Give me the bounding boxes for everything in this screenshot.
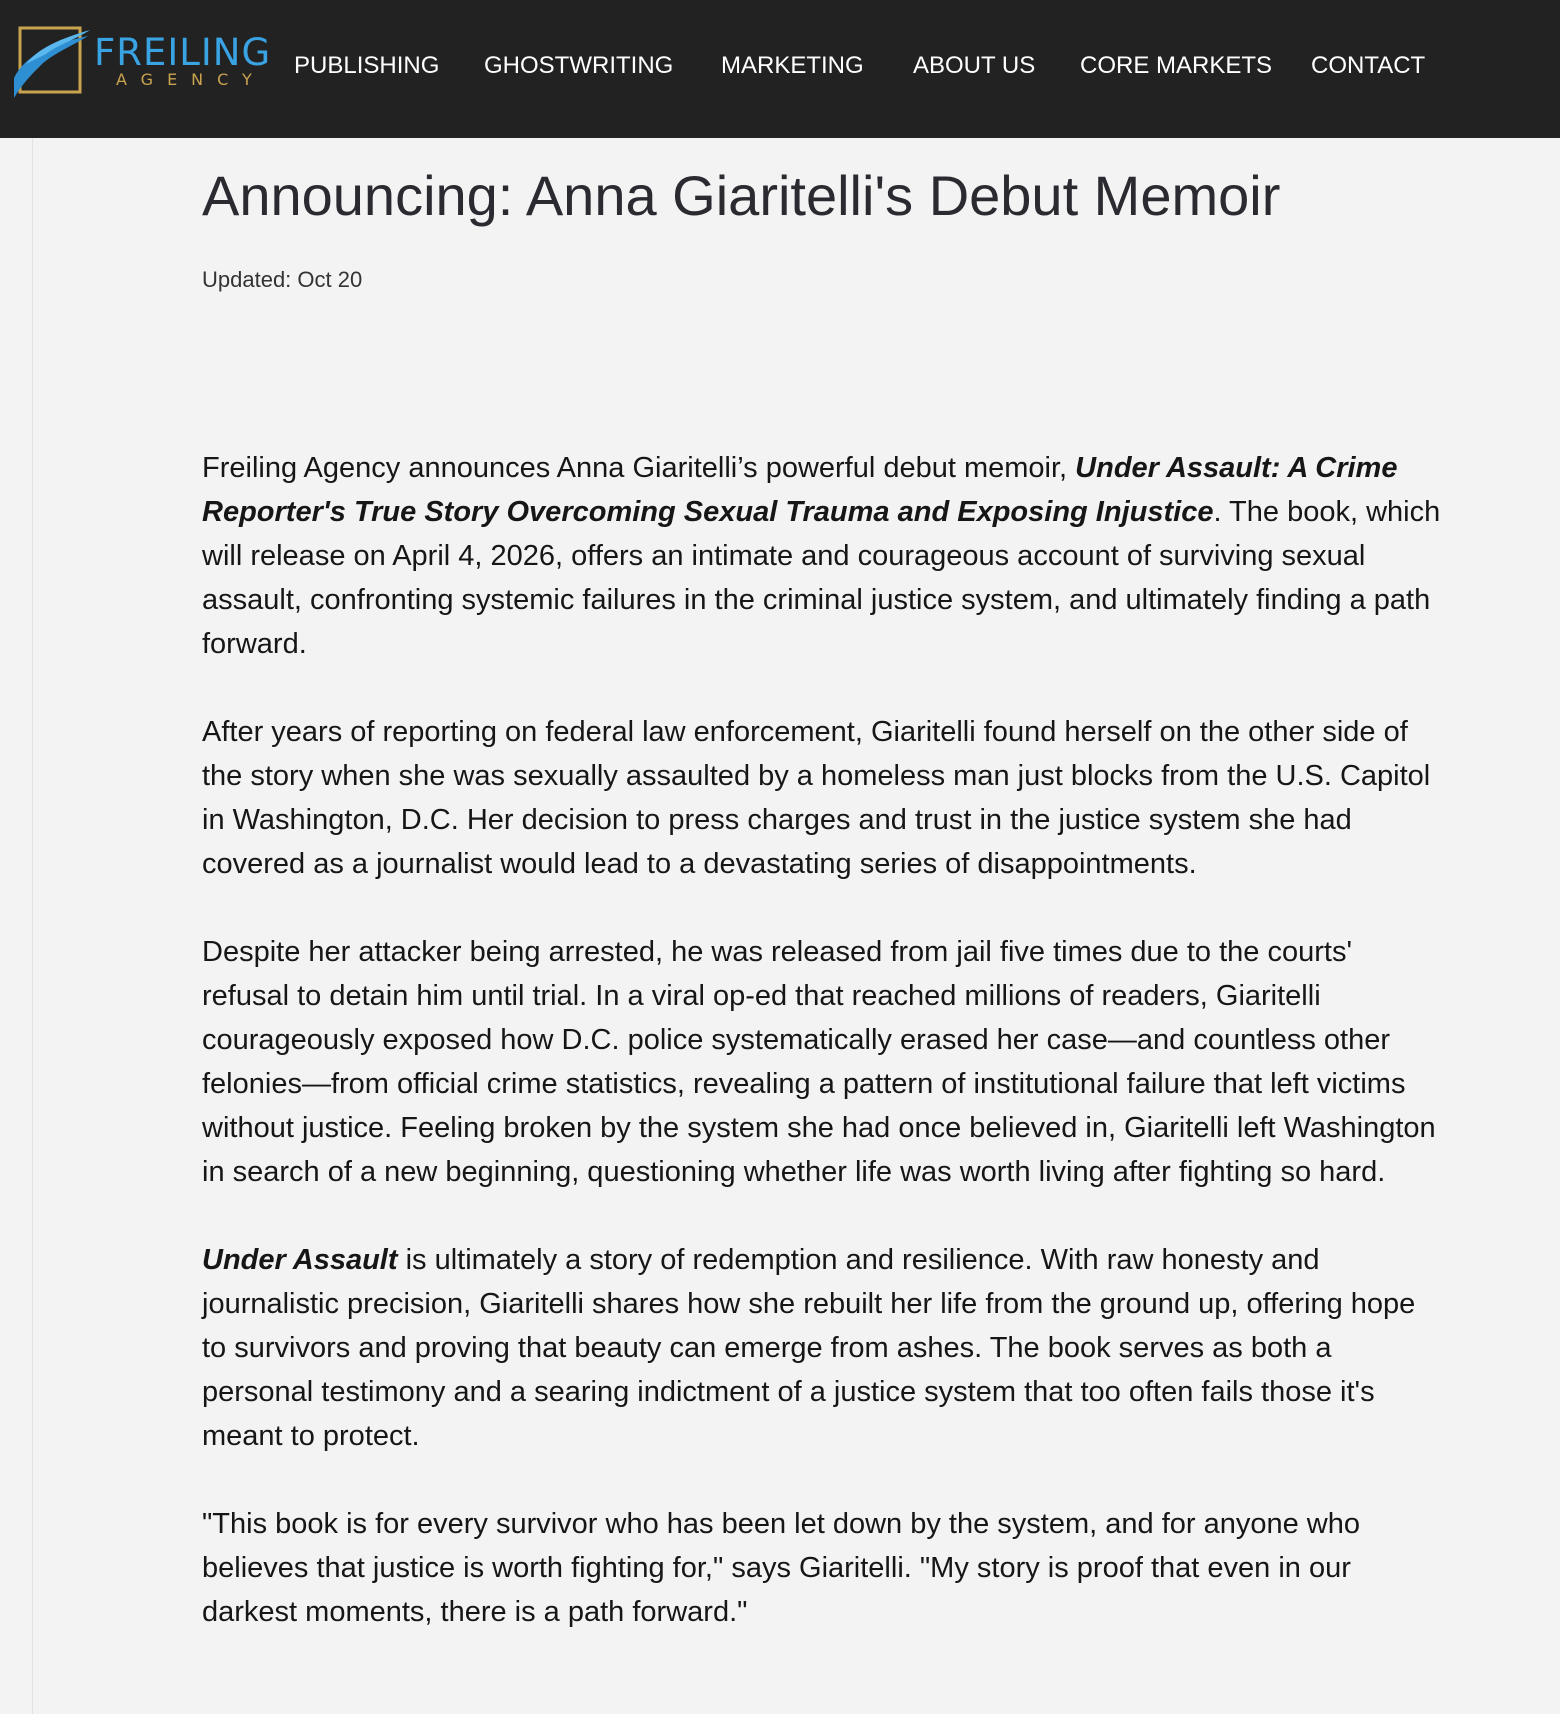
logo-mark-icon [12,24,92,104]
nav-item-core-markets[interactable]: CORE MARKETS [1080,52,1273,79]
logo-subtitle: AGENCY [116,70,266,89]
paragraph-redemption [202,1238,1442,1458]
freiling-agency-logo[interactable] [12,24,292,104]
nav-item-about-us[interactable]: ABOUT US [913,52,1036,79]
paragraph-background: After years of reporting on federal law enforcement, Giaritelli found herself on the other side of the story when she was sexually assaulted by a homeless man just blocks from the U.S. Capitol in Washington, D.C. Her decision to press charges and trust in the justice system she had covered as a journalist would lead to a devastating series of disappointments. [202,716,1431,880]
book-title-short: Under Assault [202,1244,398,1276]
left-divider [32,138,33,1714]
book-title-full: Under Assault: A Crime Reporter's True Story Overcoming Sexual Trauma and Exposing Injustice [202,452,1398,528]
post-updated-date: Updated: Oct 20 [202,267,363,292]
paragraph-intro [202,446,1442,666]
paragraph-quote: "This book is for every survivor who has been let down by the system, and for anyone who believes that justice is worth fighting for," says Giaritelli. "My story is proof that even in our darkest moments, there is a path forward." [202,1508,1360,1628]
top-navigation-bar [0,0,1560,138]
nav-item-ghostwriting[interactable]: GHOSTWRITING [484,52,674,79]
nav-item-marketing[interactable]: MARKETING [721,52,864,79]
paragraph-op-ed: Despite her attacker being arrested, he was released from jail five times due to the courts' refusal to detain him until trial. In a viral op-ed that reached millions of readers, Giaritelli courageously exposed how D.C. police systematically erased her case—and countless other felonies—from official crime statistics, revealing a pattern of institutional failure that left victims without justice. Feeling broken by the system she had once believed in, Giaritelli left Washington in search of a new beginning, questioning whether life was worth living after fighting so hard. [202,936,1436,1188]
post-body [202,446,1442,1634]
post-title: Announcing: Anna Giaritelli's Debut Memoir [202,164,1281,227]
intro-rest-text: . The book, which will release on April 4, 2026, offers an intimate and courageous account of surviving sexual assault, confronting systemic failures in the criminal justice system, and ultimately finding a path forward. [202,496,1441,660]
nav-item-contact[interactable]: CONTACT [1311,52,1426,79]
blog-post [202,150,1442,1678]
nav-item-publishing[interactable]: PUBLISHING [294,52,440,79]
intro-lead-text: Freiling Agency announces Anna Giaritelli’s powerful debut memoir, [202,452,1076,484]
logo-wordmark: FREILING [94,31,272,74]
redemption-text: is ultimately a story of redemption and resilience. With raw honesty and journalistic precision, Giaritelli shares how she rebuilt her life from the ground up, offering hope to survivors and proving that beauty can emerge from ashes. The book serves as both a personal testimony and a searing indictment of a justice system that too often fails those it's meant to protect. [202,1244,1416,1452]
